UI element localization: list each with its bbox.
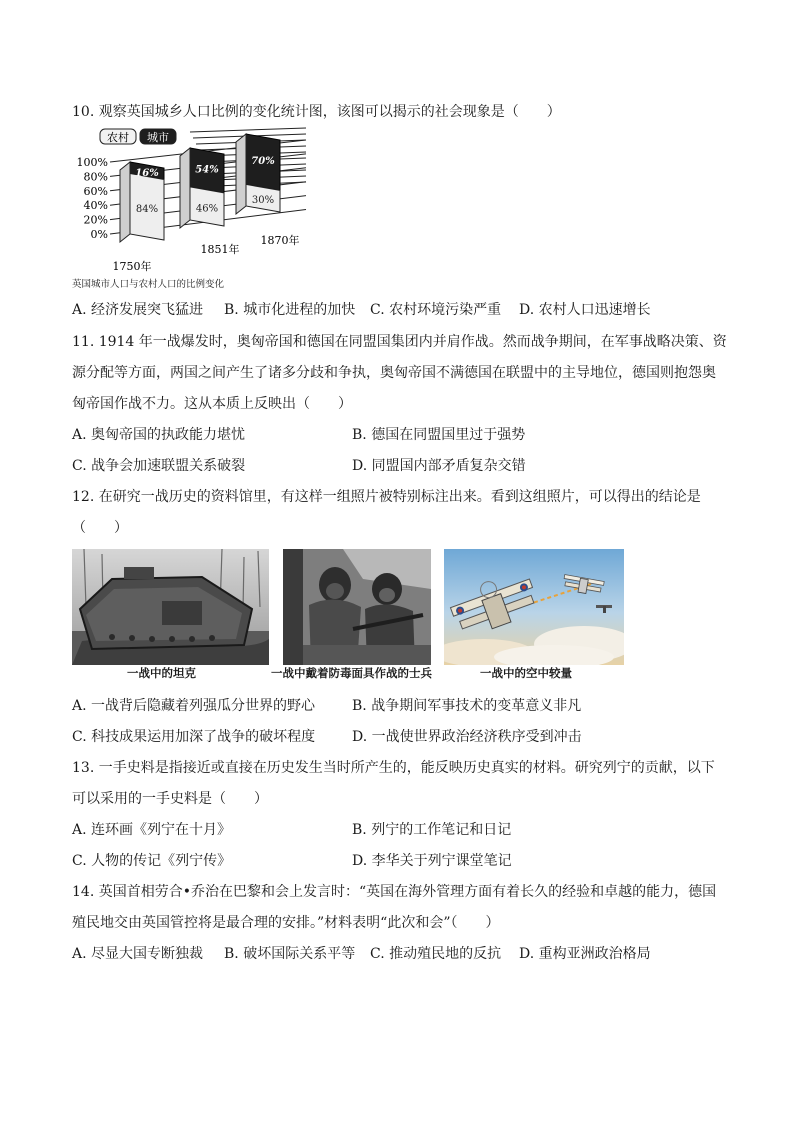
bar-side-face — [120, 162, 130, 242]
chart-legend — [100, 129, 176, 144]
tank-photo-caption: 一战中的坦克 — [127, 666, 196, 680]
y-tick-label: 80% — [83, 170, 108, 184]
urban-value-label: 16% — [135, 168, 159, 179]
q13-option-d[interactable]: D. 李华关于列宁课堂笔记 — [352, 853, 512, 869]
legend-urban-label: 城市 — [147, 131, 169, 144]
rural-value-label: 84% — [135, 203, 159, 215]
gas-mask-photo-caption: 一战中戴着防毒面具作战的士兵 — [271, 666, 432, 680]
air-combat-caption: 一战中的空中较量 — [480, 666, 572, 680]
urban-value-label: 54% — [195, 164, 219, 176]
q14-option-d[interactable]: D. 重构亚洲政治格局 — [519, 946, 651, 962]
q12-option-c[interactable]: C. 科技成果运用加深了战争的破坏程度 — [72, 729, 316, 745]
chart-svg — [70, 122, 320, 290]
q10-option-c[interactable]: C. 农村环境污染严重 — [370, 302, 502, 318]
q12-option-b[interactable]: B. 战争期间军事技术的变革意义非凡 — [352, 698, 582, 714]
q10-option-b[interactable]: B. 城市化进程的加快 — [224, 302, 356, 318]
q11-line-1: 11. 1914 年一战爆发时，奥匈帝国和德国在同盟国集团内并肩作战。然而战争期间，在军事战略决策、资 — [72, 334, 727, 350]
y-tick-label: 40% — [83, 199, 108, 213]
q11-option-d[interactable]: D. 同盟国内部矛盾复杂交错 — [352, 458, 526, 474]
q13-option-c[interactable]: C. 人物的传记《列宁传》 — [72, 853, 232, 869]
q11-option-a[interactable]: A. 奥匈帝国的执政能力堪忧 — [72, 427, 246, 443]
category-label: 1851年 — [200, 243, 240, 256]
q11-line-2: 源分配等方面，两国之间产生了诸多分歧和争执，奥匈帝国不满德国在联盟中的主导地位，德国则抱怨奥 — [72, 365, 716, 381]
legend-rural-label: 农村 — [107, 131, 129, 144]
q14-option-a[interactable]: A. 尽显大国专断独裁 — [72, 946, 204, 962]
q13-line-1: 13. 一手史料是指接近或直接在历史发生当时所产生的，能反映历史真实的材料。研究列宁的贡献，以下 — [72, 760, 715, 776]
q14-line-2: 殖民地交由英国管控将是最合理的安排。”材料表明“此次和会”（ ） — [72, 915, 500, 931]
y-tick-label: 60% — [83, 184, 108, 198]
chart-caption: 英国城市人口与农村人口的比例变化 — [72, 279, 225, 290]
bar-side-face — [236, 134, 246, 214]
q13-option-a[interactable]: A. 连环画《列宁在十月》 — [72, 822, 232, 838]
q12-option-d[interactable]: D. 一战使世界政治经济秩序受到冲击 — [352, 729, 582, 745]
urban-value-label: 70% — [251, 156, 275, 168]
q12-line-1: 12. 在研究一战历史的资料馆里，有这样一组照片被特别标注出来。看到这组照片，可以得出的结论是 — [72, 489, 701, 505]
q11-option-c[interactable]: C. 战争会加速联盟关系破裂 — [72, 458, 246, 474]
gas-mask-soldiers-photo — [283, 549, 431, 665]
q14-option-b[interactable]: B. 破坏国际关系平等 — [224, 946, 356, 962]
bar-side-face — [180, 148, 190, 228]
y-tick-label: 20% — [83, 213, 108, 227]
rural-value-label: 30% — [251, 195, 275, 207]
category-label: 1870年 — [260, 234, 300, 247]
q11-option-b[interactable]: B. 德国在同盟国里过于强势 — [352, 427, 526, 443]
population-ratio-chart — [70, 122, 320, 290]
grid-line — [190, 128, 306, 132]
tank-photo — [72, 549, 269, 665]
air-combat-painting — [444, 549, 624, 665]
q14-option-c[interactable]: C. 推动殖民地的反抗 — [370, 946, 502, 962]
y-tick-label: 0% — [90, 228, 108, 241]
q12-option-a[interactable]: A. 一战背后隐藏着列强瓜分世界的野心 — [72, 698, 316, 714]
q12-line-2: （ ） — [72, 520, 128, 536]
q10-option-a[interactable]: A. 经济发展突飞猛进 — [72, 302, 204, 318]
q13-option-b[interactable]: B. 列宁的工作笔记和日记 — [352, 822, 512, 838]
q10-stem: 10. 观察英国城乡人口比例的变化统计图，该图可以揭示的社会现象是（ ） — [72, 104, 561, 120]
category-label: 1750年 — [112, 260, 152, 273]
q13-line-2: 可以采用的一手史料是（ ） — [72, 791, 268, 807]
rural-value-label: 46% — [195, 203, 219, 215]
q11-line-3: 匈帝国作战不力。这从本质上反映出（ ） — [72, 396, 352, 412]
y-tick-label: 100% — [76, 156, 108, 169]
q14-line-1: 14. 英国首相劳合•乔治在巴黎和会上发言时：“英国在海外管理方面有着长久的经验和卓越的能力，德国 — [72, 884, 717, 900]
q10-option-d[interactable]: D. 农村人口迅速增长 — [519, 302, 651, 318]
